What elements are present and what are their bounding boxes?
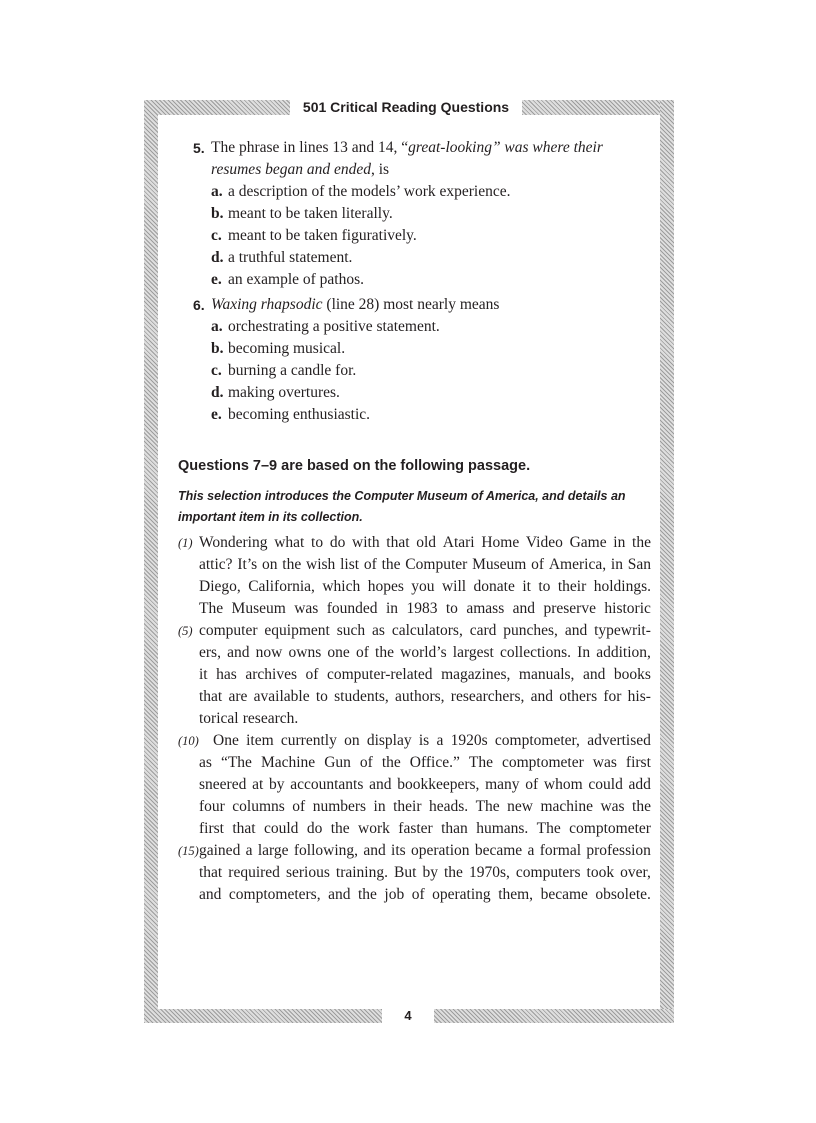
passage-word: collections. (499, 644, 572, 661)
passage-word: what (274, 534, 305, 551)
passage-word: required (228, 864, 280, 881)
passage-word: Gun (324, 754, 351, 771)
passage-word: whom (543, 776, 583, 793)
passage-word: But (394, 864, 417, 881)
passage-line (199, 708, 651, 730)
passage-word: job (384, 886, 405, 903)
option-letter: e. (211, 271, 222, 288)
passage-word: on (344, 732, 360, 749)
option-letter: a. (211, 183, 223, 200)
passage-word: and (530, 688, 553, 705)
option-letter: c. (211, 362, 222, 379)
passage-word: 1983 (406, 600, 438, 617)
question-number: 6. (193, 297, 205, 313)
passage-word: currently (280, 732, 337, 749)
passage-word: took (586, 864, 615, 881)
passage-word: bookkeepers, (397, 776, 480, 793)
passage-word: and (564, 622, 588, 639)
passage-word: “The (220, 754, 252, 771)
passage-word: in (610, 556, 623, 573)
passage-word: them, (498, 886, 534, 903)
passage-word: the (632, 534, 651, 551)
passage-word: and (369, 776, 392, 793)
passage-word: new (507, 798, 533, 815)
passage-word: machine (540, 798, 593, 815)
passage-word: humans. (476, 820, 529, 837)
passage-word: computer-related (326, 666, 433, 683)
passage-word: Museum (231, 600, 286, 617)
passage-word: punches, (503, 622, 558, 639)
passage-word: is (418, 732, 430, 749)
passage-word: are (228, 688, 248, 705)
passage-word: One (213, 732, 239, 749)
passage-word: It’s (237, 556, 258, 573)
passage-word: The (536, 820, 561, 837)
answer-option-d (211, 382, 653, 404)
answer-option-d (211, 247, 653, 269)
passage-line (199, 532, 651, 554)
passage-word: comptometers, (228, 886, 321, 903)
passage-word: wish (306, 556, 336, 573)
passage-word: San (627, 556, 651, 573)
passage-word: preserve (543, 600, 596, 617)
answer-option-c (211, 225, 653, 247)
passage-word: the (381, 754, 401, 771)
passage-word: training. (335, 864, 388, 881)
passage-line (199, 576, 651, 598)
passage-word: with (352, 534, 380, 551)
option-text: becoming musical. (228, 340, 346, 357)
passage-word: has (216, 666, 237, 683)
answer-option-b (211, 203, 653, 225)
passage-word: of (305, 666, 319, 683)
passage-word: by (422, 864, 438, 881)
passage-word: obsolete. (595, 886, 651, 903)
passage-word: historic (604, 600, 651, 617)
passage-word: California, (248, 578, 315, 595)
passage-word: display (366, 732, 412, 749)
passage-line (199, 664, 651, 686)
passage-word: of (355, 644, 369, 661)
passage-word: in (373, 798, 386, 815)
option-text: a truthful statement. (228, 249, 353, 266)
passage-word: and (328, 886, 351, 903)
passage-word: authors, (395, 688, 445, 705)
passage-word: numbers (312, 798, 367, 815)
passage-word: serious (285, 864, 330, 881)
passage-word: addition, (596, 644, 651, 661)
passage-word: and (512, 600, 536, 617)
line-number-marker: (1) (178, 536, 193, 550)
passage-word: calculators, (391, 622, 463, 639)
passage-word: item (246, 732, 274, 749)
passage-word: add (628, 776, 651, 793)
passage-word: was (592, 754, 617, 771)
passage-word: faster (398, 820, 433, 837)
running-header-title: 501 Critical Reading Questions (290, 97, 522, 117)
passage-word: 1970s, (468, 864, 510, 881)
passage-word: that (386, 534, 410, 551)
passage-word: of (359, 754, 373, 771)
answer-options (193, 181, 653, 291)
passage-line (199, 840, 651, 862)
passage-word: world’s (400, 644, 447, 661)
passage-word: The (468, 754, 493, 771)
passage-word: Diego, (199, 578, 241, 595)
question-5 (193, 137, 653, 291)
passage-word: formal (539, 842, 582, 859)
passage-word: the (357, 886, 377, 903)
passage-word: typewrit- (594, 622, 651, 639)
answer-option-c (211, 360, 653, 382)
passage-word: Video (525, 534, 563, 551)
passage-line (199, 796, 651, 818)
passage-word: of (411, 886, 425, 903)
passage-word: Game (569, 534, 607, 551)
question-stem (193, 294, 653, 316)
passage-word: archives (245, 666, 297, 683)
passage-word: following, (293, 842, 359, 859)
passage-word: comptometer (502, 754, 584, 771)
passage-line (199, 818, 651, 840)
passage-word: In (577, 644, 591, 661)
passage-word: in (613, 534, 626, 551)
option-text: a description of the models’ work experience. (228, 183, 511, 200)
passage-word: could (264, 820, 299, 837)
passage-word: sneered (199, 776, 247, 793)
passage-word: their (393, 798, 422, 815)
passage-word: list (340, 556, 360, 573)
passage-word: of (292, 798, 306, 815)
option-letter: d. (211, 384, 224, 401)
passage-word: one (327, 644, 350, 661)
answer-option-a (211, 316, 653, 338)
section-heading: Questions 7–9 are based on the following passage. (178, 458, 531, 474)
passage-word: work (358, 820, 390, 837)
passage-word: books (613, 666, 651, 683)
line-number-marker: (15) (178, 844, 199, 858)
passage-word: four (199, 798, 225, 815)
reading-passage (199, 532, 651, 906)
passage-word: now (255, 644, 283, 661)
passage-word: in (385, 600, 399, 617)
passage-word: large (257, 842, 289, 859)
passage-word: first (625, 754, 651, 771)
passage-word: students, (334, 688, 389, 705)
passage-word: was (600, 798, 625, 815)
passage-word: the (282, 556, 302, 573)
passage-word: the (330, 820, 350, 837)
passage-word: researchers, (450, 688, 525, 705)
passage-word: ers, (199, 644, 221, 661)
passage-word: as (372, 622, 385, 639)
passage-introduction: This selection introduces the Computer Museum of America, and details an important item in its collection. (178, 489, 626, 524)
passage-line (199, 620, 651, 642)
passage-word: first (199, 820, 224, 837)
question-stem (193, 137, 653, 181)
passage-line (199, 686, 651, 708)
passage-word: of (363, 556, 377, 573)
option-text: meant to be taken figuratively. (228, 227, 417, 244)
option-letter: b. (211, 205, 224, 222)
passage-word: that (199, 864, 223, 881)
passage-word: the (375, 644, 394, 661)
passage-line (199, 884, 651, 906)
stem-italic-text: Waxing rhapsodic (211, 296, 323, 313)
passage-line (199, 752, 651, 774)
passage-word: 1920s (450, 732, 488, 749)
passage-word: at (252, 776, 264, 793)
passage-word: was (294, 600, 319, 617)
option-letter: b. (211, 340, 224, 357)
passage-word: of (531, 556, 545, 573)
passage-word: you (411, 578, 435, 595)
passage-word: attic? (199, 556, 233, 573)
passage-word: donate (473, 578, 515, 595)
passage-word: that (199, 688, 223, 705)
passage-word: over, (620, 864, 651, 881)
passage-word: hopes (367, 578, 404, 595)
passage-word: to (311, 534, 324, 551)
option-text: orchestrating a positive statement. (228, 318, 440, 335)
passage-word: it (522, 578, 531, 595)
passage-word: than (441, 820, 468, 837)
answer-option-e (211, 404, 653, 426)
frame-right-border (660, 100, 674, 1023)
option-letter: d. (211, 249, 224, 266)
option-letter: c. (211, 227, 222, 244)
passage-word: that (232, 820, 256, 837)
passage-line (199, 774, 651, 796)
passage-word: became (474, 842, 523, 859)
passage-line (199, 862, 651, 884)
passage-word: on (261, 556, 278, 573)
option-letter: e. (211, 406, 222, 423)
option-text: an example of pathos. (228, 271, 365, 288)
passage-word: their (557, 578, 587, 595)
passage-word: its (391, 842, 406, 859)
passage-word: the (381, 556, 401, 573)
passage-word: and (227, 644, 250, 661)
passage-word: manuals, (518, 666, 575, 683)
option-text: becoming enthusiastic. (228, 406, 371, 423)
passage-word: available (253, 688, 310, 705)
passage-word: became (540, 886, 588, 903)
passage-word: torical (199, 710, 239, 727)
option-text: burning a candle for. (228, 362, 357, 379)
passage-word: profession (586, 842, 651, 859)
passage-word: heads. (428, 798, 469, 815)
passage-word: Machine (260, 754, 316, 771)
passage-word: others (559, 688, 598, 705)
passage-word: to (538, 578, 551, 595)
answer-option-b (211, 338, 653, 360)
passage-word: to (315, 688, 328, 705)
answer-options (193, 316, 653, 426)
option-text: meant to be taken literally. (228, 205, 393, 222)
answer-option-e (211, 269, 653, 291)
stem-italic-text: great-looking” was where their resumes began and ended (211, 139, 603, 178)
option-letter: a. (211, 318, 223, 335)
passage-word: a (245, 842, 253, 859)
passage-word: advertised (587, 732, 651, 749)
passage-word: Atari (442, 534, 475, 551)
passage-word: to (445, 600, 458, 617)
stem-text-end: , is (371, 161, 390, 178)
passage-word: old (416, 534, 437, 551)
passage-word: Wondering (199, 534, 268, 551)
passage-line (199, 730, 651, 752)
passage-word: amass (466, 600, 505, 617)
passage-word: gained (199, 842, 241, 859)
passage-word: will (441, 578, 467, 595)
passage-word: the (632, 798, 651, 815)
option-text: making overtures. (228, 384, 340, 401)
passage-line (199, 642, 651, 664)
passage-word: columns (232, 798, 285, 815)
passage-word: computer (199, 622, 258, 639)
passage-word: as (199, 754, 212, 771)
passage-word: such (336, 622, 366, 639)
question-6 (193, 294, 653, 426)
passage-word: computers (515, 864, 581, 881)
passage-word: by (268, 776, 285, 793)
passage-word: magazines, (441, 666, 511, 683)
passage-word: The (199, 600, 224, 617)
passage-word: equipment (264, 622, 330, 639)
passage-word: card (469, 622, 497, 639)
passage-word: founded (326, 600, 378, 617)
passage-word: holdings. (593, 578, 651, 595)
passage-word: could (588, 776, 623, 793)
passage-word: of (525, 776, 539, 793)
passage-word: America, (548, 556, 607, 573)
frame-left-border (144, 100, 158, 1023)
passage-word: which (322, 578, 361, 595)
answer-option-a (211, 181, 653, 203)
passage-word: for (603, 688, 622, 705)
passage-line (199, 554, 651, 576)
passage-word: do (306, 820, 323, 837)
passage-word: operating (432, 886, 491, 903)
passage-word: owns (288, 644, 322, 661)
passage-word: The (475, 798, 500, 815)
passage-word: it (199, 666, 208, 683)
line-number-marker: (10) (178, 734, 199, 748)
passage-word: do (329, 534, 346, 551)
passage-word: largest (452, 644, 494, 661)
passage-word: accountants (290, 776, 364, 793)
passage-word: Museum (472, 556, 527, 573)
passage-word: comptometer, (494, 732, 580, 749)
passage-word: operation (411, 842, 470, 859)
stem-text: The phrase in lines 13 and 14, “ (211, 139, 409, 156)
page-number: 4 (382, 1006, 434, 1026)
passage-word: research. (242, 710, 299, 727)
passage-word: Office.” (409, 754, 460, 771)
passage-word: and (582, 666, 606, 683)
passage-word: Home (481, 534, 520, 551)
stem-text-end: (line 28) most nearly means (322, 296, 500, 313)
passage-word: the (444, 864, 463, 881)
passage-word: his- (627, 688, 651, 705)
passage-word: comptometer (569, 820, 651, 837)
passage-word: and (199, 886, 222, 903)
passage-word: a (436, 732, 444, 749)
passage-word: Computer (405, 556, 468, 573)
passage-word: and (363, 842, 386, 859)
question-number: 5. (193, 140, 205, 156)
line-number-marker: (5) (178, 624, 193, 638)
passage-line (199, 598, 651, 620)
passage-word: many (485, 776, 520, 793)
passage-word: a (527, 842, 535, 859)
